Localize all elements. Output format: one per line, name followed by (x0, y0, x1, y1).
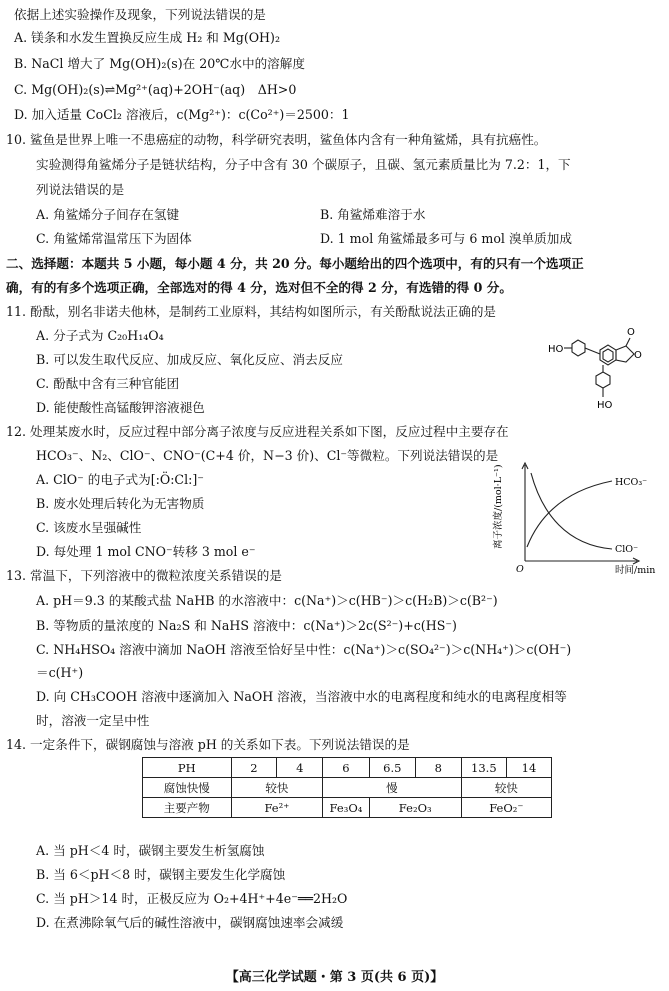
table-cell: 2 (231, 758, 277, 778)
q9-option-c: C. Mg(OH)₂(s)⇌Mg²⁺(aq)+2OH⁻(aq) ΔH>0 (14, 82, 297, 97)
q13-option-d: D. 向 CH₃COOH 溶液中逐滴加入 NaOH 溶液，当溶液中水的电离程度和纯水的电离程度相等 (36, 689, 567, 704)
phenolphthalein-structure (548, 318, 668, 414)
q11-option-c: C. 酚酞中含有三种官能团 (36, 376, 180, 391)
table-cell: 主要产物 (143, 798, 232, 818)
q11-option-b: B. 可以发生取代反应、加成反应、氧化反应、消去反应 (36, 352, 343, 367)
q10-option-a: A. 角鲨烯分子间存在氢键 (36, 207, 180, 222)
q12-option-a: A. ClO⁻ 的电子式为[:Ö:Cl:]⁻ (36, 472, 204, 487)
q14-option-b: B. 当 6＜pH＜8 时，碳钢主要发生化学腐蚀 (36, 867, 286, 882)
corrosion-table (142, 757, 552, 818)
ring-oxygen-label: O (634, 350, 642, 361)
table-cell: 13.5 (461, 758, 506, 778)
q10-option-d: D. 1 mol 角鲨烯最多可与 6 mol 溴单质加成 (320, 231, 572, 246)
table-cell: 较快 (231, 778, 323, 798)
table-cell: 4 (277, 758, 323, 778)
x-axis-label: 时间/min (615, 565, 656, 576)
q14-option-a: A. 当 pH＜4 时，碳钢主要发生析氢腐蚀 (36, 843, 265, 858)
q13-stem: 13. 常温下，下列溶液中的微粒浓度关系错误的是 (6, 568, 282, 583)
ho-label-bottom: HO (597, 400, 613, 411)
q10-stem-2: 实验测得角鲨烯分子是链状结构，分子中含有 30 个碳原子，且碳、氢元素质量比为 7.2：1，下 (36, 157, 571, 172)
q10-stem: 10. 鲨鱼是世界上唯一不患癌症的动物，科学研究表明，鲨鱼体内含有一种角鲨烯，具有抗癌性。 (6, 132, 547, 147)
hco3-label: HCO₃⁻ (615, 477, 648, 488)
q14-option-d: D. 在煮沸除氧气后的碱性溶液中，碳钢腐蚀速率会减缓 (36, 915, 344, 930)
table-cell: 8 (415, 758, 461, 778)
page-footer: 【高三化学试题・第 3 页(共 6 页)】 (225, 970, 444, 985)
q12-stem: 12. 处理某废水时，反应过程中部分离子浓度与反应进程关系如下图，反应过程中主要存在 (6, 424, 509, 439)
concentration-time-graph (487, 459, 663, 579)
q9-option-a: A. 镁条和水发生置换反应生成 H₂ 和 Mg(OH)₂ (14, 30, 280, 45)
q14-stem: 14. 一定条件下，碳钢腐蚀与溶液 pH 的关系如下表。下列说法错误的是 (6, 737, 410, 752)
section2-instructions: 确，有的有多个选项正确，全部选对的得 4 分，选对但不全的得 2 分，有选错的得 0 分。 (6, 280, 512, 295)
q10-stem-3: 列说法错误的是 (36, 182, 125, 197)
table-cell: Fe₃O₄ (323, 798, 370, 818)
hco3-curve (527, 481, 612, 547)
origin-label: O (516, 564, 524, 575)
table-row (143, 778, 552, 798)
table-row (143, 758, 552, 778)
y-axis-label: 离子浓度/(mol·L⁻¹) (493, 464, 504, 549)
q13-option-c-cont: ＝c(H⁺) (36, 665, 84, 680)
table-cell: FeO₂⁻ (461, 798, 551, 818)
table-cell: 较快 (461, 778, 551, 798)
q9-stem-tail: 依据上述实验操作及现象，下列说法错误的是 (14, 7, 266, 22)
q13-option-b: B. 等物质的量浓度的 Na₂S 和 NaHS 溶液中：c(Na⁺)＞2c(S²⁻)+c(HS⁻) (36, 618, 457, 633)
q9-option-b: B. NaCl 增大了 Mg(OH)₂(s)在 20℃水中的溶解度 (14, 56, 305, 71)
q11-stem: 11. 酚酞，别名非诺夫他林，是制药工业原料，其结构如图所示，有关酚酞说法正确的是 (6, 304, 497, 319)
q9-option-d: D. 加入适量 CoCl₂ 溶液后，c(Mg²⁺)：c(Co²⁺)＝2500：1 (14, 107, 350, 122)
q13-option-c: C. NH₄HSO₄ 溶液中滴加 NaOH 溶液至恰好呈中性：c(Na⁺)＞c(SO₄²⁻)＞c(NH₄⁺)＞c(OH⁻) (36, 642, 572, 657)
q12-option-d: D. 每处理 1 mol CNO⁻转移 3 mol e⁻ (36, 544, 256, 559)
q12-option-c: C. 该废水呈强碱性 (36, 520, 142, 535)
q13-option-a: A. pH＝9.3 的某酸式盐 NaHB 的水溶液中：c(Na⁺)＞c(HB⁻)＞c(H₂B)＞c(B²⁻) (36, 593, 498, 608)
q12-stem-2: HCO₃⁻、N₂、ClO⁻、CNO⁻(C+4 价，N−3 价)、Cl⁻等微粒。下列说法错误的是 (36, 448, 499, 463)
q12-option-b: B. 废水处理后转化为无害物质 (36, 496, 205, 511)
clo-label: ClO⁻ (615, 544, 639, 555)
q11-option-d: D. 能使酸性高锰酸钾溶液褪色 (36, 400, 205, 415)
table-cell: 6 (323, 758, 370, 778)
q11-option-a: A. 分子式为 C₂₀H₁₄O₄ (36, 328, 164, 343)
section2-heading: 二、选择题：本题共 5 小题，每小题 4 分，共 20 分。每小题给出的四个选项中，有的只有一个选项正 (6, 256, 584, 271)
ho-label-top: HO (548, 344, 564, 355)
q10-option-c: C. 角鲨烯常温常压下为固体 (36, 231, 192, 246)
table-cell: 腐蚀快慢 (143, 778, 232, 798)
q13-option-d-cont: 时，溶液一定呈中性 (36, 713, 150, 728)
table-cell: 14 (507, 758, 552, 778)
table-cell: Fe²⁺ (231, 798, 323, 818)
q14-option-c: C. 当 pH＞14 时，正极反应为 O₂+4H⁺+4e⁻══2H₂O (36, 891, 348, 906)
table-cell: Fe₂O₃ (369, 798, 461, 818)
table-cell: PH (143, 758, 232, 778)
table-cell: 慢 (323, 778, 461, 798)
q10-option-b: B. 角鲨烯难溶于水 (320, 207, 426, 222)
table-cell: 6.5 (369, 758, 415, 778)
carbonyl-oxygen-label: O (627, 327, 635, 338)
table-row (143, 798, 552, 818)
